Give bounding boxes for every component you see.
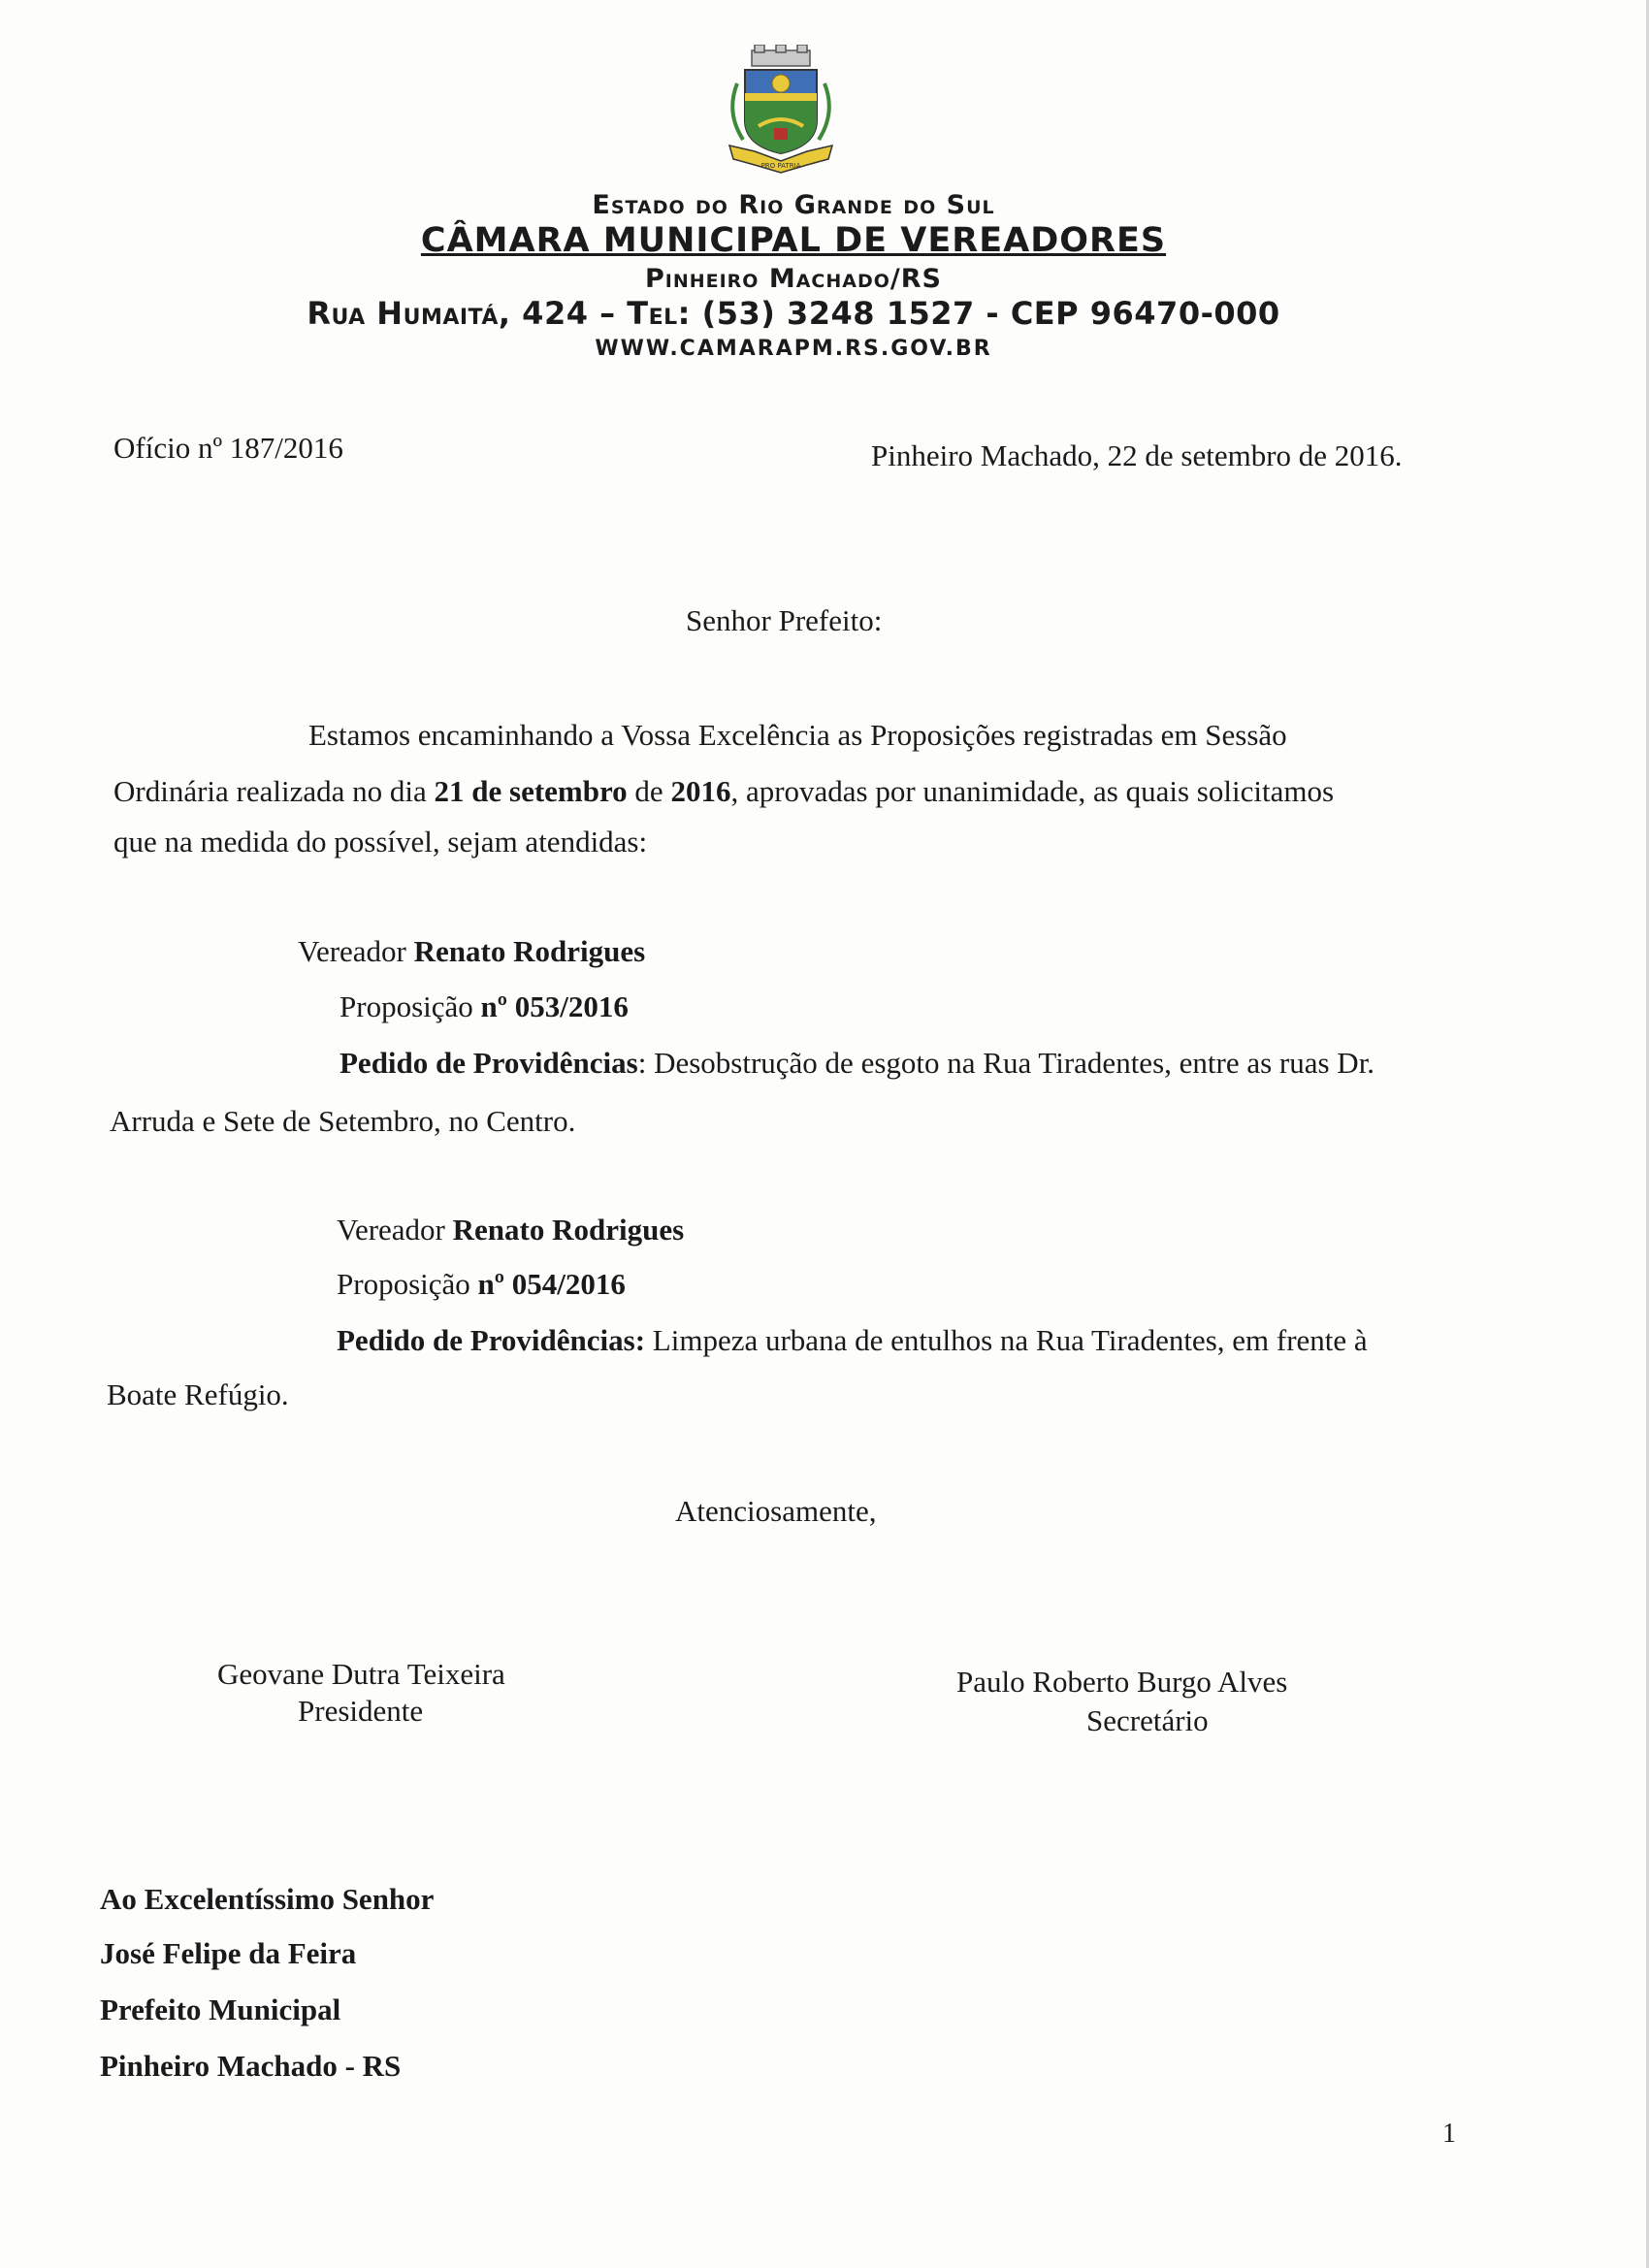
svg-text:PRO PATRIA: PRO PATRIA — [760, 162, 801, 170]
oficio-number: Ofício nº 187/2016 — [113, 431, 343, 465]
item-1-proposicao: Proposição nº 053/2016 — [340, 989, 629, 1023]
signature-1-role: Presidente — [298, 1694, 424, 1728]
item-1-pedido-cont: Arruda e Sete de Setembro, no Centro. — [110, 1104, 576, 1138]
item-2-pedido-cont: Boate Refúgio. — [107, 1377, 289, 1411]
item-1-pedido: Pedido de Providências: Desobstrução de esgoto na Rua Tiradentes, entre as ruas Dr. — [340, 1046, 1375, 1080]
signature-2-name: Paulo Roberto Burgo Alves — [956, 1665, 1288, 1699]
item-2-pedido: Pedido de Providências: Limpeza urbana de entulhos na Rua Tiradentes, em frente à — [337, 1323, 1368, 1357]
item-1-vereador: Vereador Renato Rodrigues — [298, 934, 646, 968]
header-institution: CÂMARA MUNICIPAL DE VEREADORES — [420, 221, 1167, 260]
addressee-line-4: Pinheiro Machado - RS — [100, 2049, 402, 2083]
addressee-line-2: José Felipe da Feira — [100, 1936, 357, 1970]
signature-1-name: Geovane Dutra Teixeira — [217, 1657, 505, 1691]
item-2-proposicao: Proposição nº 054/2016 — [337, 1267, 626, 1301]
header-city: Pinheiro Machado/RS — [644, 264, 943, 294]
header-website: WWW.CAMARAPM.RS.GOV.BR — [595, 337, 992, 361]
page-number: 1 — [1442, 2119, 1456, 2149]
intro-line-1: Estamos encaminhando a Vossa Excelência as Proposições registradas em Sessão — [308, 718, 1287, 752]
closing: Atenciosamente, — [675, 1494, 877, 1528]
header-address: Rua Humaitá, 424 – Tel: (53) 3248 1527 - CEP 96470-000 — [307, 295, 1280, 332]
item-2-vereador: Vereador Renato Rodrigues — [337, 1213, 685, 1247]
signature-2-role: Secretário — [1086, 1703, 1209, 1737]
coat-of-arms-logo — [716, 45, 846, 175]
place-date: Pinheiro Machado, 22 de setembro de 2016. — [871, 438, 1403, 472]
addressee-line-1: Ao Excelentíssimo Senhor — [100, 1882, 435, 1916]
addressee-line-3: Prefeito Municipal — [100, 1993, 341, 2026]
intro-line-3: que na medida do possível, sejam atendidas: — [113, 825, 648, 859]
intro-line-2: Ordinária realizada no dia 21 de setembro de 2016, aprovadas por unanimidade, as quais solicitamos — [113, 774, 1335, 808]
salutation: Senhor Prefeito: — [686, 603, 883, 637]
header-state: Estado do Rio Grande do Sul — [592, 190, 995, 220]
